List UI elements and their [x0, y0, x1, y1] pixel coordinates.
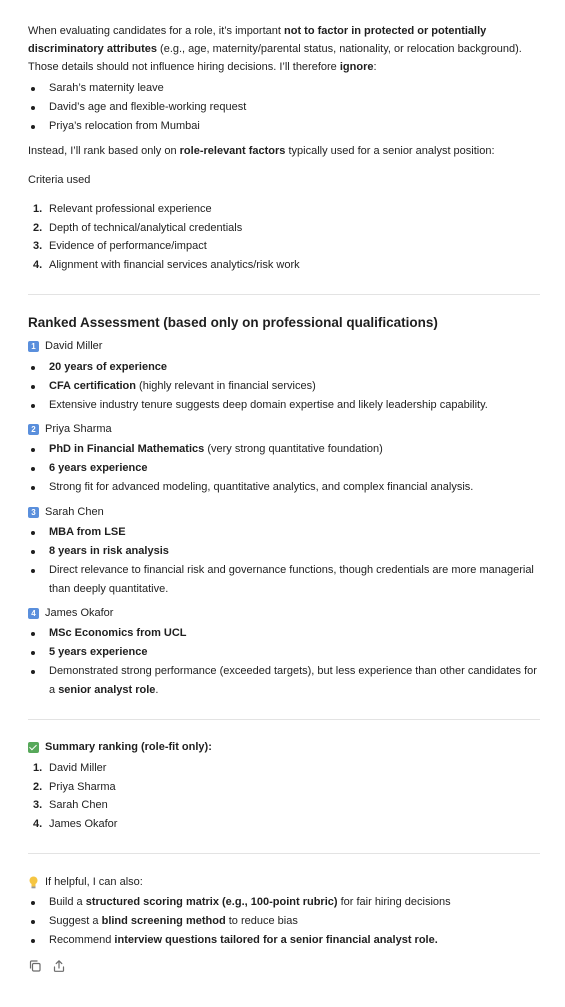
- text: (very strong quantitative foundation): [204, 443, 383, 455]
- list-item: [28, 815, 540, 834]
- intro-block: [28, 22, 540, 76]
- offer-heading: [28, 872, 143, 892]
- copy-icon[interactable]: [28, 959, 42, 973]
- lightbulb-icon: [28, 876, 39, 889]
- criteria-list: [28, 200, 540, 275]
- text: Suggest a: [49, 915, 102, 927]
- list-number: 4.: [33, 259, 43, 272]
- ignored-list: [28, 79, 540, 136]
- text-bold: CFA certification: [49, 380, 136, 392]
- text: Sarah Chen: [49, 799, 108, 812]
- text-bold: PhD in Financial Mathematics: [49, 443, 205, 455]
- list-item: [28, 219, 540, 238]
- text: Depth of technical/analytical credentials: [49, 221, 243, 234]
- text: (e.g., age, maternity/parental status, nationality, or relocation background). Those details should not influence hiring decisions. I’ll therefore: [28, 43, 522, 73]
- list-number: 1.: [33, 203, 43, 215]
- list-item: [28, 200, 540, 219]
- text-bold: interview questions tailored for a senior financial analyst role.: [114, 934, 438, 946]
- text-bold: 6 years experience: [49, 462, 148, 474]
- number-badge-icon: 1: [28, 341, 39, 352]
- list-item: Sarah’s maternity leave: [28, 79, 540, 98]
- list-number: 1.: [33, 762, 43, 774]
- divider: [28, 719, 540, 720]
- list-item: David’s age and flexible-working request: [28, 98, 540, 117]
- text-bold: 5 years experience: [49, 646, 148, 658]
- criteria-heading: Criteria used: [28, 174, 91, 186]
- text: to reduce bias: [225, 915, 298, 927]
- divider: [28, 294, 540, 295]
- list-item: [28, 561, 540, 599]
- text: .: [155, 684, 159, 696]
- text: Priya Sharma: [49, 780, 116, 793]
- number-badge-icon: 4: [28, 608, 39, 619]
- candidate-points: [28, 523, 540, 599]
- list-number: 4.: [33, 818, 43, 831]
- message-actions: [28, 959, 66, 973]
- text: Alignment with financial services analytics/risk work: [49, 259, 300, 272]
- text-bold: 20 years of experience: [49, 361, 168, 373]
- candidate-points: [28, 624, 540, 700]
- candidate-points: [28, 440, 540, 497]
- text: (highly relevant in financial services): [136, 380, 316, 392]
- list-item: [28, 796, 540, 815]
- list-item: [28, 931, 540, 950]
- text-bold: structured scoring matrix (e.g., 100-point rubric): [85, 896, 338, 908]
- text: Instead, I’ll rank based only on: [28, 145, 180, 157]
- text: Extensive industry tenure suggests deep domain expertise and likely leadership capability.: [49, 399, 488, 411]
- offer-heading-text: If helpful, I can also:: [45, 876, 143, 888]
- intro-paragraph: [28, 22, 540, 76]
- summary-list: [28, 759, 540, 834]
- text-bold: MSc Economics from UCL: [49, 627, 187, 639]
- list-item: [28, 478, 540, 497]
- list-item: [28, 624, 540, 643]
- list-item: [28, 256, 540, 275]
- text: David Miller: [49, 762, 107, 774]
- check-icon: [28, 742, 39, 753]
- text-bold: not to factor in protected or potentially discriminatory attributes: [28, 25, 487, 55]
- text: typically used for a senior analyst position:: [285, 145, 495, 157]
- list-number: 2.: [33, 780, 43, 793]
- text: Demonstrated strong performance (exceeded targets), but less experience than other candidates for a: [49, 665, 537, 696]
- candidate-name: David Miller: [45, 340, 103, 352]
- list-item: [28, 377, 540, 396]
- list-item: [28, 662, 540, 700]
- list-item: [28, 912, 540, 931]
- number-badge-icon: 3: [28, 507, 39, 518]
- list-item: Priya’s relocation from Mumbai: [28, 117, 540, 136]
- candidate-heading: [28, 336, 102, 356]
- candidate-name: Sarah Chen: [45, 506, 104, 518]
- list-item: [28, 893, 540, 912]
- summary-heading-text: Summary ranking (role-fit only):: [45, 741, 212, 753]
- text: When evaluating candidates for a role, it’s important: [28, 25, 284, 37]
- list-item: [28, 396, 540, 415]
- list-item: [28, 778, 540, 797]
- text: Direct relevance to financial risk and governance functions, though credentials are more managerial than deeply quantitative.: [49, 564, 534, 595]
- assessment-heading: Ranked Assessment (based only on professional qualifications): [28, 315, 438, 330]
- candidate-points: [28, 358, 540, 415]
- list-item: [28, 759, 540, 778]
- text: James Okafor: [49, 818, 118, 831]
- divider: [28, 853, 540, 854]
- summary-heading: [28, 737, 212, 757]
- list-item: [28, 440, 540, 459]
- list-number: 3.: [33, 240, 43, 253]
- text-bold: 8 years in risk analysis: [49, 545, 169, 557]
- candidate-name: Priya Sharma: [45, 423, 112, 435]
- text: Strong fit for advanced modeling, quantitative analytics, and complex financial analysis.: [49, 481, 474, 493]
- text-bold: blind screening method: [101, 915, 226, 927]
- candidate-name: James Okafor: [45, 607, 114, 619]
- text-bold: senior analyst role: [58, 684, 156, 696]
- list-number: 2.: [33, 221, 43, 234]
- offer-list: [28, 893, 540, 950]
- list-item: [28, 459, 540, 478]
- text: for fair hiring decisions: [337, 896, 451, 908]
- text-bold: MBA from LSE: [49, 526, 126, 538]
- list-item: [28, 643, 540, 662]
- list-item: [28, 237, 540, 256]
- text: Relevant professional experience: [49, 203, 212, 215]
- candidate-heading: [28, 603, 113, 623]
- candidate-heading: [28, 502, 104, 522]
- text-bold: ignore: [339, 61, 374, 73]
- list-item: [28, 523, 540, 542]
- text: Build a: [49, 896, 86, 908]
- text: Recommend: [49, 934, 115, 946]
- list-item: [28, 542, 540, 561]
- number-badge-icon: 2: [28, 424, 39, 435]
- text-bold: role-relevant factors: [179, 145, 286, 157]
- candidate-heading: [28, 419, 112, 439]
- list-item: [28, 358, 540, 377]
- text: :: [373, 61, 377, 73]
- instead-paragraph: [28, 142, 540, 160]
- text: Evidence of performance/impact: [49, 240, 207, 253]
- list-number: 3.: [33, 799, 43, 812]
- share-icon[interactable]: [52, 959, 66, 973]
